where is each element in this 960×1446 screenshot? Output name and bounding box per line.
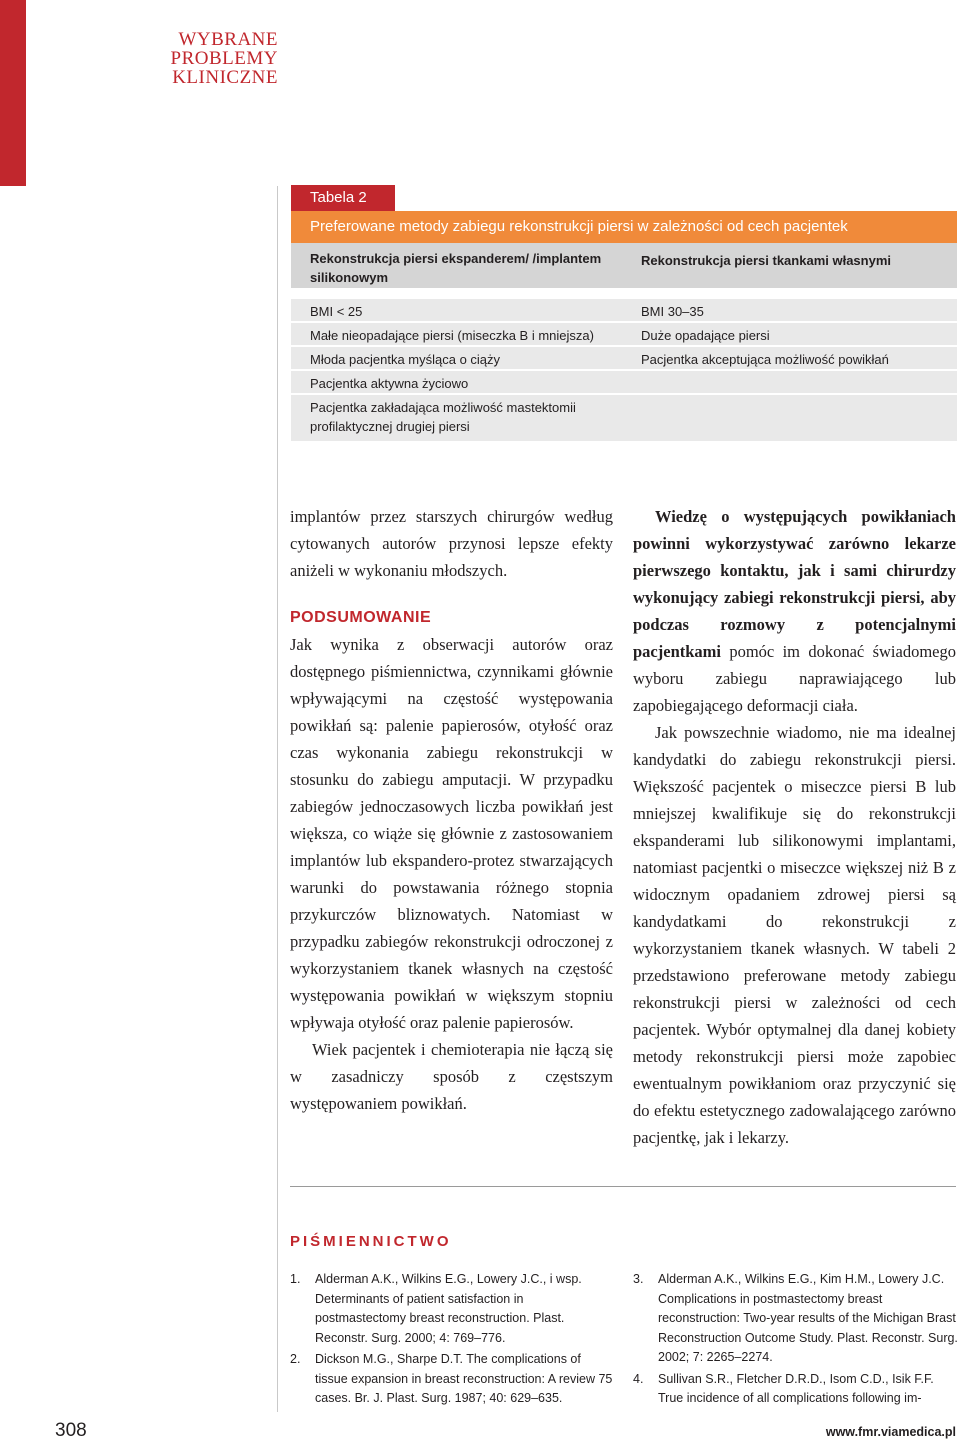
reference-number: 1.	[290, 1272, 301, 1286]
table-cell: Pacjentka akceptująca możliwość powikłań	[641, 352, 889, 367]
reference-text: Dickson M.G., Sharpe D.T. The complications of tissue expansion in breast reconstruction: A review 75 cases. Br. J. Plast. Surg. 1987; 40: 629–635.	[315, 1352, 613, 1405]
table-cell: Duże opadające piersi	[641, 328, 770, 343]
table-cell: Młoda pacjentka myśląca o ciąży	[310, 352, 501, 367]
reference-number: 4.	[633, 1371, 644, 1386]
references-heading: PIŚMIENNICTWO	[290, 1233, 452, 1250]
reference-number: 3.	[633, 1272, 644, 1286]
reference-item	[633, 1370, 959, 1409]
reference-text: Alderman A.K., Wilkins E.G., Kim H.M., Lowery J.C. Complications in postmastectomy breast reconstruction: Two-year results of the Michigan Brast Reconstruction Outcome Study. Plast. Reconstr. Surg. 2002; 7: 2265–2274.	[658, 1272, 958, 1364]
paragraph: Jak powszechnie wiadomo, nie ma idealnej kandydatki do zabiegu rekonstrukcji piersi. Większość pacjentek o miseczce piersi B lub mniejszej kwalifikuje się do rekonstrukcji ekspanderami lub silikonowymi implantami, natomiast pacjentki o miseczce większej niż B z widocznym opadaniem zdrowej piersi są kandydatkami do rekonstrukcji z wykorzystaniem tkanek własnych. W tabeli 2 przedstawiono preferowane metody zabiegu rekonstrukcji piersi w zależności od cech pacjentek. Wybór optymalnej dla danej kobiety metody rekonstrukcji piersi może zapobiec ewentualnym powikłaniom oraz przyczynić się do efektu estetycznego zadowalającego zarówno pacjentkę, jak i lekarzy.	[633, 723, 956, 1147]
side-accent-bar	[0, 0, 26, 186]
table-row	[291, 395, 957, 441]
paragraph: Wiek pacjentek i chemioterapia nie łączą się w zasadniczy sposób z częstszym występowaniem powikłań.	[290, 1040, 613, 1113]
table-row	[291, 347, 957, 369]
body-column-left	[290, 503, 613, 1117]
vertical-rule	[277, 186, 278, 1412]
table-row	[291, 371, 957, 393]
website-url[interactable]: www.fmr.viamedica.pl	[825, 1425, 956, 1439]
references-right	[633, 1270, 959, 1411]
table-cell: BMI < 25	[310, 304, 363, 319]
table-title: Preferowane metody zabiegu rekonstrukcji piersi w zależności od cech pacjentek	[291, 211, 957, 243]
reference-text: Alderman A.K., Wilkins E.G., Lowery J.C., i wsp. Determinants of patient satisfaction in postmastectomy breast reconstruction. Plast. Reconstr. Surg. 2000; 4: 769–776.	[315, 1272, 582, 1345]
body-column-right	[633, 503, 956, 1151]
paragraph: Jak wynika z obserwacji autorów oraz dostępnego piśmiennictwa, czynnikami głównie wpływającymi na częstość występowania powikłań są: palenie papierosów, otyłość oraz czas wykonania zabiegu rekonstrukcji w stosunku do zabiegu amputacji. W przypadku zabiegów jednoczasowych liczba powikłań jest większa, co wiąże się głównie z zastosowaniem implantów lub ekspandero-protez stwarzających warunki do powstawania różnego stopnia przykurczów bliznowatych. Natomiast w przypadku zabiegów rekonstrukcji odroczonej z wykorzystaniem tkanek własnych na częstość występowania powikłań w większym stopniu wpływaja otyłość oraz palenie papierosów.	[290, 635, 613, 1032]
table-tag: Tabela 2	[291, 185, 395, 211]
references-left	[290, 1270, 616, 1411]
paragraph	[633, 503, 956, 719]
reference-item	[633, 1270, 959, 1368]
bold-text: Wiedzę o występujących powikłaniach powinni wykorzystywać zarówno lekarze pierwszego kontaktu, jak i sami chirurdzy wykonujący zabiegi rekonstrukcji piersi, aby podczas rozmowy z potencjalnymi pacjentkami	[633, 507, 956, 661]
table-row	[291, 323, 957, 345]
table-row	[291, 299, 957, 321]
table-cell: Pacjentka zakładająca możliwość mastektomii profilaktycznej drugiej piersi	[310, 400, 576, 434]
table-header-cell: Rekonstrukcja piersi tkankami własnymi	[641, 253, 891, 268]
divider	[290, 1186, 956, 1187]
summary-heading: PODSUMOWANIE	[290, 609, 432, 626]
section-label-line: WYBRANE	[178, 29, 278, 50]
reference-item	[290, 1350, 616, 1409]
section-label-line: PROBLEMY	[170, 48, 278, 69]
table-header-cell: Rekonstrukcja piersi ekspanderem/ /implantem silikonowym	[310, 251, 602, 285]
text: pomóc im dokonać świadomego wyboru zabiegu naprawiającego lub zapobiegającego deformacji ciała.	[633, 642, 956, 715]
paragraph: implantów przez starszych chirurgów według cytowanych autorów przynosi lepsze efekty aniżeli w wykonaniu młodszych.	[290, 507, 613, 580]
table-cell: BMI 30–35	[641, 304, 704, 319]
table-cell: Małe nieopadające piersi (miseczka B i mniejsza)	[310, 328, 594, 343]
reference-number: 2.	[290, 1352, 301, 1366]
table-header-row	[291, 243, 957, 288]
section-label	[150, 30, 278, 87]
reference-item	[290, 1270, 616, 1348]
section-label-line: KLINICZNE	[172, 67, 278, 88]
page-number: 308	[55, 1420, 87, 1441]
table-cell: Pacjentka aktywna życiowo	[310, 376, 469, 391]
reference-text: Sullivan S.R., Fletcher D.R.D., Isom C.D., Isik F.F. True incidence of all complications following im-	[658, 1371, 934, 1405]
